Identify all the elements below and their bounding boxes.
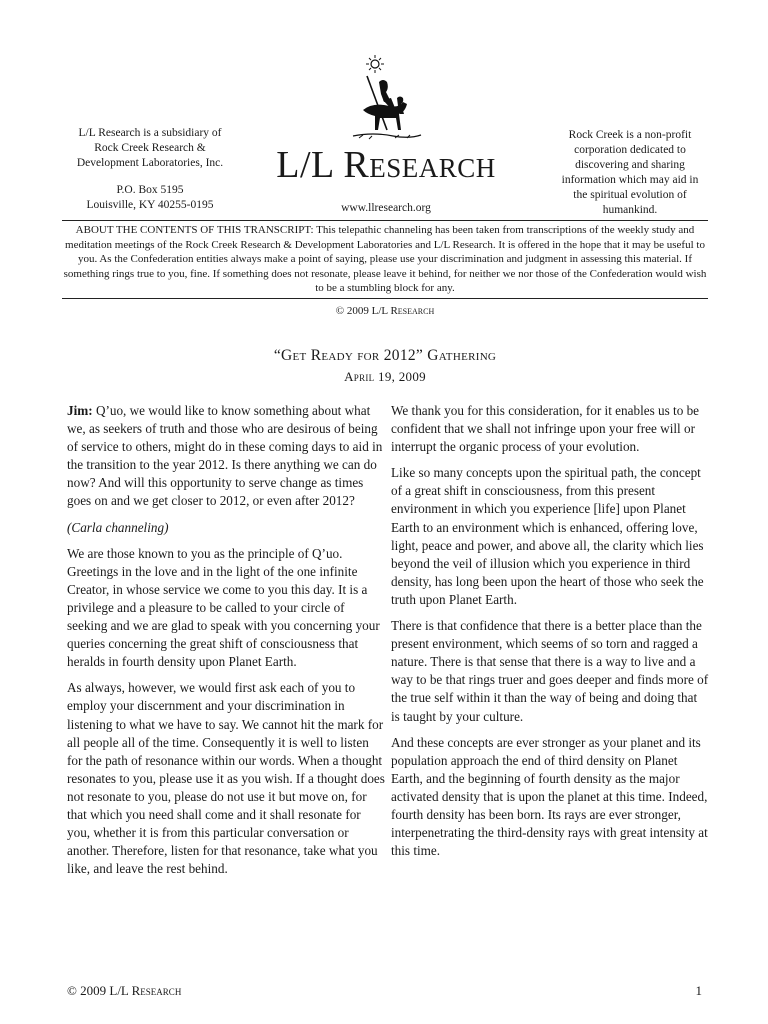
paragraph: We are those known to you as the principle of Q’uo. Greetings in the love and in the light of the one infinite Creator, in whose service we come to you this day. It is a privilege and a pleasure to be called to your circle of seeking and we are glad to speak with you concerning your queries concerning the great shift of consciousness that heralds in fourth density upon Planet Earth.	[67, 545, 380, 670]
mission-line-3: discovering and sharing	[575, 159, 685, 171]
copyright-header: © 2009 L/L Research	[335, 305, 435, 317]
header-divider-bottom	[62, 298, 708, 299]
right-column	[391, 402, 709, 868]
paragraph: There is that confidence that there is a better place than the present environment, which seems of so torn and ragged a nature. There is that sense that there is a way to live and a way to be that rings truer and goes deeper and finds more of the true self within it than the way of being and doing that is taught by your culture.	[391, 618, 709, 724]
brand-title: L/L Research	[276, 144, 496, 186]
subsidiary-line-1: L/L Research is a subsidiary of	[78, 127, 222, 139]
channel-note: (Carla channeling)	[67, 519, 169, 535]
mission-line-5: the spiritual evolution of	[573, 189, 687, 201]
address-line-1: P.O. Box 5195	[116, 184, 184, 196]
mission-line-4: information which may aid in	[561, 174, 699, 186]
session-date: April 19, 2009	[344, 369, 426, 384]
address	[50, 183, 250, 213]
about-notice: ABOUT THE CONTENTS OF THIS TRANSCRIPT: This telepathic channeling has been taken from transcriptions of the weekly study and meditation meetings of the Rock Creek Research & Development Laboratories and L/L Research. It is offered in the hope that it may be useful to you. As the Confederation entities always make a point of saying, please use your discrimination and judgment in assessing this material. If something rings true to you, fine. If something does not resonate, please leave it behind, for neither we nor those of the Confederation would wish to be a stumbling block for any.	[63, 224, 707, 294]
mission-line-6: humankind.	[602, 204, 658, 216]
paragraph: And these concepts are ever stronger as your planet and its population approach the end of third density on Planet Earth, and the beginning of fourth density as the major activated density that is upon the planet at this time. Indeed, fourth density has been born. Its rays are ever stronger, interpenetrating the third-density rays with great intensity at this time.	[391, 734, 708, 859]
question-paragraph	[67, 402, 385, 511]
left-column	[67, 402, 385, 886]
footer-copyright: © 2009 L/L Research	[67, 983, 182, 998]
speaker-label: Jim:	[67, 403, 93, 418]
paragraph: We thank you for this consideration, for it enables us to be confident that we shall not infringe upon your free will or interrupt the organic process of your evolution.	[391, 403, 700, 455]
mission-line-2: corporation dedicated to	[574, 144, 686, 156]
header-left-info	[50, 126, 250, 213]
page-title: “Get Ready for 2012” Gathering	[273, 347, 497, 364]
subsidiary-line-2: Rock Creek Research &	[94, 142, 206, 154]
page-number: 1	[695, 983, 702, 998]
question-text: Q’uo, we would like to know something about what we, as seekers of truth and those who are desirous of being of service to others, might do in these coming days to aid in the transition to the year 2012. Is there anything we can do now? And will this opportunity to serve change as times goes on and we get closer to 2012, or even after 2012?	[67, 403, 383, 509]
header-divider-top	[62, 220, 708, 221]
mission-line-1: Rock Creek is a non-profit	[568, 129, 692, 141]
don-quixote-logo-icon	[345, 52, 425, 142]
paragraph: Like so many concepts upon the spiritual path, the concept of a great shift in consciousness, from this present environment in which you experience [life] upon Planet Earth to an environment which is enhanced, offering love, light, peace and power, and above all, the clarity which lies beyond the veil of illusion which you experience in third density, has long been upon the heart of those who seek the truth upon Planet Earth.	[391, 465, 704, 607]
website-link[interactable]: www.llresearch.org	[341, 202, 431, 214]
subsidiary-line-3: Development Laboratories, Inc.	[76, 157, 224, 169]
paragraph: As always, however, we would first ask each of you to employ your discernment and your discrimination in listening to what we have to say. We cannot hit the mark for all people all of the time. Consequently it is well to listen for the path of resonance within our words. When a thought resonates to you, please use it as you wish. If a thought does not resonate to you, please do not use it but move on, for that which you need shall come and it shall resonate for you, whether it is from this particular conversation or another. Therefore, listen for that resonance, take what you like, and leave the rest behind.	[67, 680, 385, 877]
header-right-info	[535, 128, 725, 218]
address-line-2: Louisville, KY 40255-0195	[86, 199, 214, 211]
